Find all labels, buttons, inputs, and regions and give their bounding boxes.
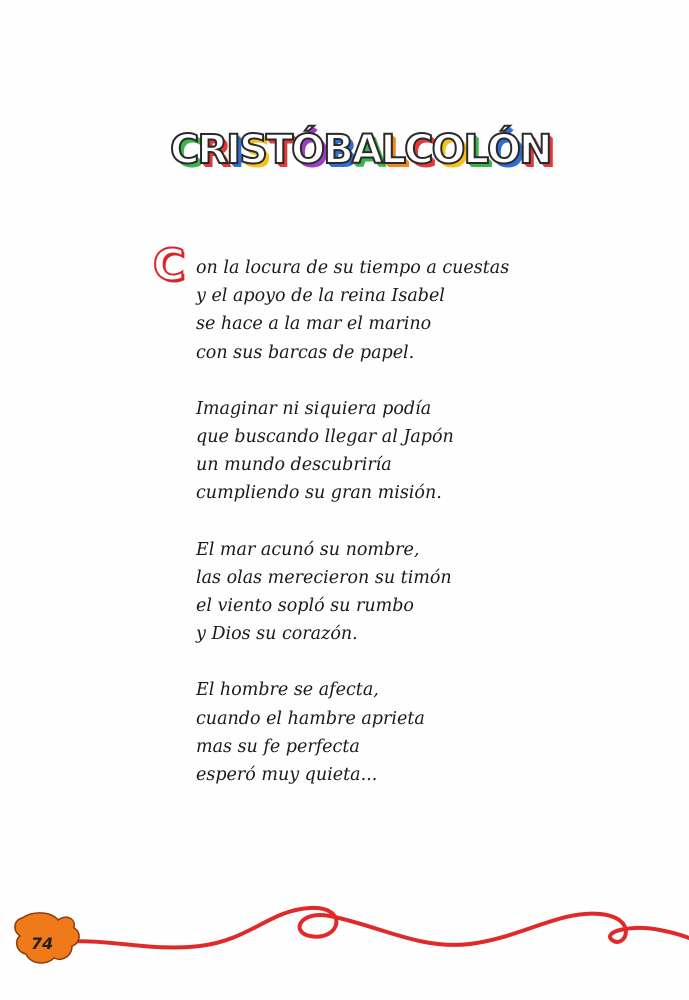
ribbon-decoration	[0, 880, 689, 980]
title-letter: B	[323, 127, 354, 173]
title-letter: C	[404, 127, 434, 173]
title-letter: L	[463, 127, 490, 173]
stanza-4	[196, 676, 576, 789]
poem-line: el viento sopló su rumbo	[196, 596, 414, 617]
page-title	[170, 120, 553, 180]
poem-line: y el apoyo de la reina Isabel	[196, 286, 445, 307]
poem	[196, 254, 576, 789]
poem-line: esperó muy quieta...	[196, 765, 378, 786]
poem-line: mas su fe perfecta	[196, 736, 360, 757]
stanza-2	[196, 395, 576, 508]
poem-line: Imaginar ni siquiera podía	[196, 398, 432, 419]
title-letter: R	[197, 127, 229, 173]
title-letter: C	[170, 127, 200, 173]
title-letter: T	[265, 127, 294, 173]
poem-line: con sus barcas de papel.	[196, 342, 415, 363]
poem-line: cuando el hambre aprieta	[196, 708, 425, 729]
poem-line: El mar acunó su nombre,	[196, 539, 420, 560]
ribbon-line	[60, 908, 689, 948]
title-letter: Ó	[291, 127, 326, 173]
title-letter: O	[431, 127, 466, 173]
poem-line: que buscando llegar al Japón	[196, 427, 454, 448]
poem-line: on la locura de su tiempo a cuestas	[196, 258, 510, 278]
stanza-3	[196, 536, 576, 649]
title-letter: S	[239, 127, 268, 173]
title-letter: L	[380, 127, 407, 173]
title-letter: N	[519, 127, 553, 173]
poem-line: las olas merecieron su timón	[196, 567, 452, 588]
title-letter: I	[226, 127, 242, 173]
poem-line: se hace a la mar el marino	[196, 314, 432, 335]
drop-cap: C	[152, 240, 186, 291]
title-letter: A	[351, 127, 383, 173]
page-number: 74	[31, 934, 54, 953]
title-letter: Ó	[487, 127, 522, 173]
stanza-1	[196, 254, 576, 367]
poem-line: El hombre se afecta,	[196, 680, 379, 701]
poem-line: y Dios su corazón.	[196, 624, 358, 645]
poem-line: un mundo descubriría	[196, 455, 392, 476]
poem-line: cumpliendo su gran misión.	[196, 483, 442, 504]
